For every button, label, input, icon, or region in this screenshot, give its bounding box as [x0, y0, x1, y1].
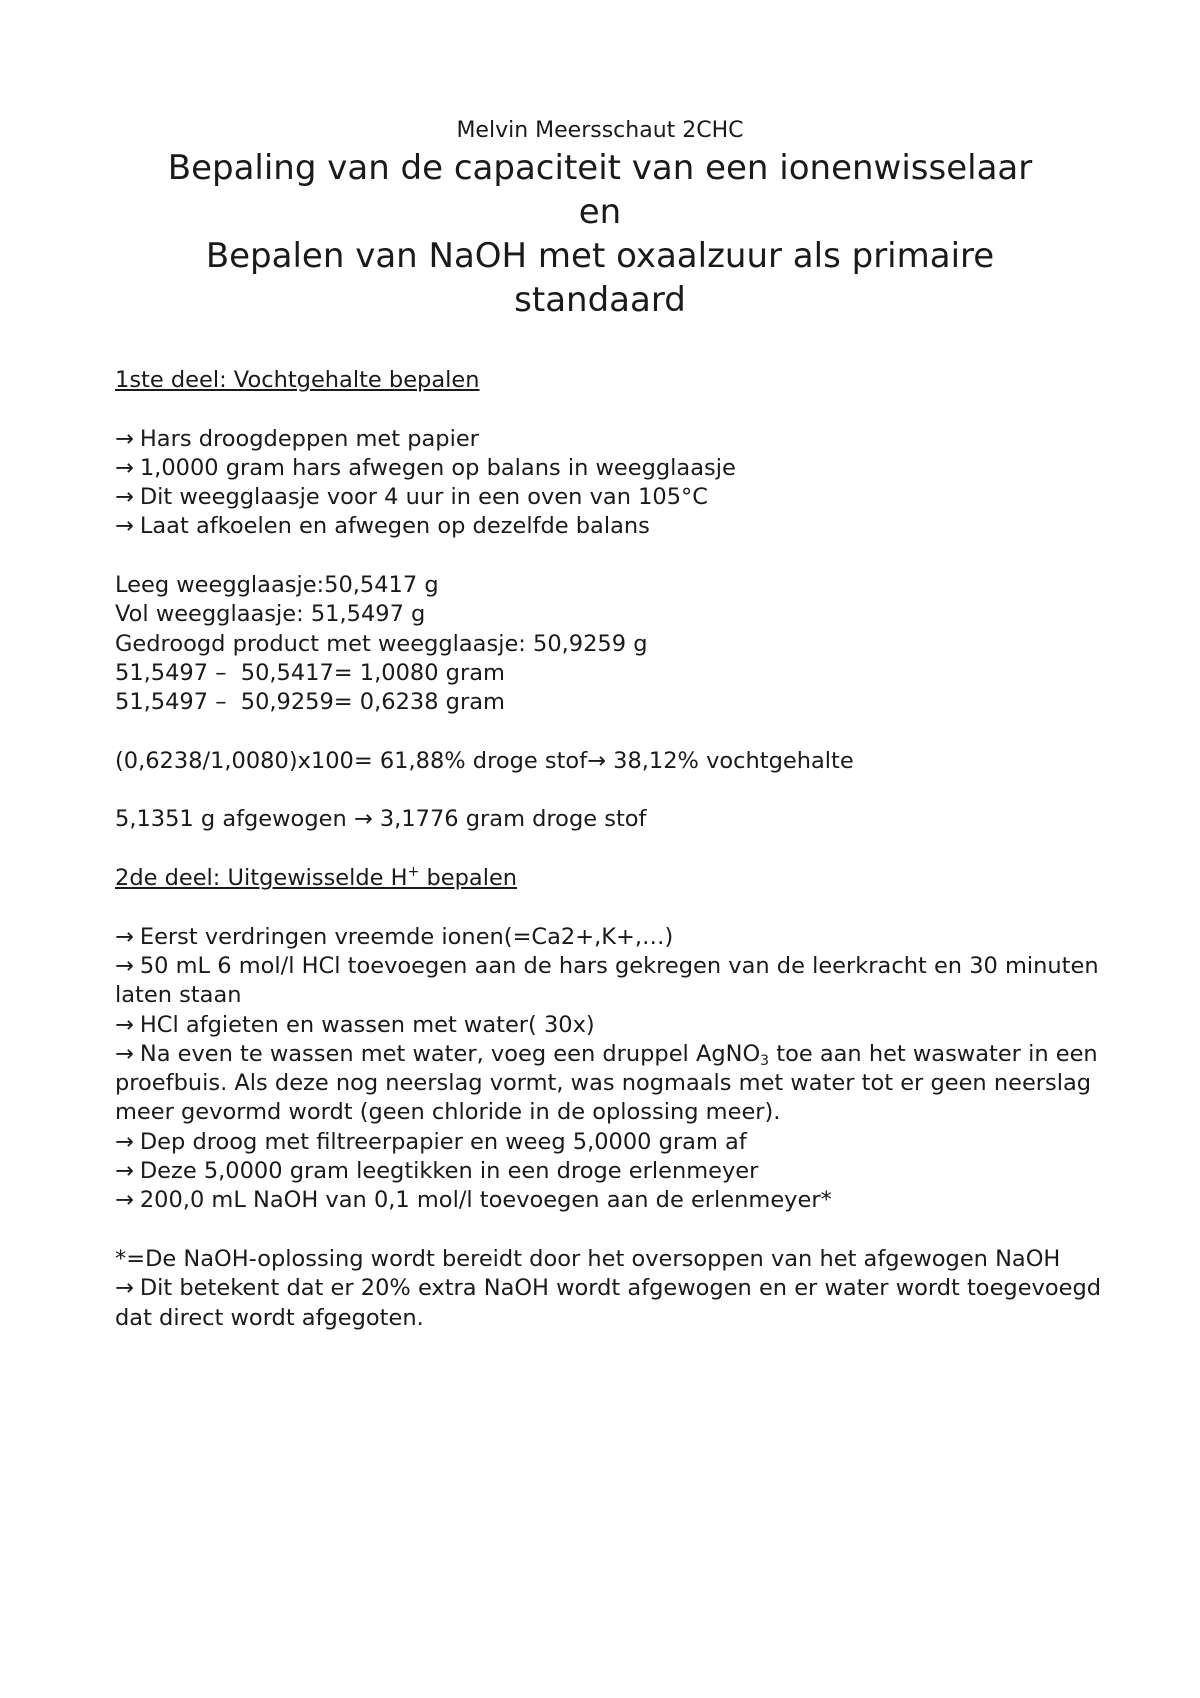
step-text: Eerst verdringen vreemde ionen(=Ca2+,K+,…) — [139, 923, 674, 950]
dry-mass-text: 5,1351 g afgewogen — [115, 806, 354, 833]
step-item — [115, 952, 1115, 1011]
arrow-icon: → — [115, 454, 134, 481]
measurement-line: 51,5497 – 50,9259= 0,6238 gram — [115, 689, 505, 716]
title-line-1: Bepaling van de capaciteit van een ionenwisselaar — [167, 148, 1033, 188]
step-item — [115, 1011, 1115, 1040]
arrow-icon: → — [115, 1158, 134, 1185]
step-text: 200,0 mL NaOH van 0,1 mol/l toevoegen aan de erlenmeyer* — [139, 1187, 832, 1214]
document-body — [115, 366, 1115, 1333]
step-text: Dit weegglaasje voor 4 uur in een oven van 105°C — [139, 484, 709, 511]
arrow-icon: → — [115, 484, 134, 511]
arrow-icon: → — [115, 1128, 134, 1155]
arrow-icon: → — [115, 1011, 134, 1038]
step-text: 50 mL 6 mol/l HCl toevoegen aan de hars gekregen van de leerkracht en 30 minuten laten staan — [115, 952, 1099, 1009]
arrow-icon: → — [115, 1275, 134, 1302]
arrow-icon: → — [115, 952, 134, 979]
step-text: Dep droog met filtreerpapier en weeg 5,0000 gram af — [139, 1128, 747, 1155]
arrow-icon: → — [115, 425, 134, 452]
step-text: HCl afgieten en wassen met water( 30x) — [139, 1011, 595, 1038]
section-heading-part2: 2de deel: Uitgewisselde H+ bepalen — [115, 864, 518, 892]
measurement-line: 51,5497 – 50,5417= 1,0080 gram — [115, 659, 505, 686]
footnote: *=De NaOH-oplossing wordt bereidt door het oversoppen van het afgewogen NaOH — [115, 1245, 1061, 1272]
step-item — [115, 1128, 1115, 1157]
step-item — [115, 923, 1115, 952]
measurement-line: Gedroogd product met weegglaasje: 50,9259 g — [115, 630, 648, 657]
step-item — [115, 1274, 1115, 1333]
arrow-icon: → — [115, 923, 134, 950]
dry-mass-line — [115, 805, 1115, 834]
subscript: 3 — [760, 1052, 770, 1069]
arrow-icon: → — [115, 1187, 134, 1214]
title-line-3: Bepalen van NaOH met oxaalzuur als primaire — [205, 236, 995, 276]
arrow-icon: → — [587, 747, 606, 774]
calc-text: (0,6238/1,0080)x100= 61,88% droge stof — [115, 747, 588, 774]
step-text: 1,0000 gram hars afwegen op balans in weegglaasje — [139, 454, 736, 481]
title-line-4: standaard — [514, 280, 686, 320]
author-line: Melvin Meersschaut 2CHC — [456, 118, 744, 143]
measurement-line: Leeg weegglaasje:50,5417 g — [115, 572, 439, 599]
step-item — [115, 1157, 1115, 1186]
dry-mass-result: 3,1776 gram droge stof — [372, 806, 647, 833]
step-text: Na even te wassen met water, voeg een druppel AgNO — [139, 1040, 761, 1067]
moisture-calculation — [115, 747, 1115, 776]
section-heading-part1: 1ste deel: Vochtgehalte bepalen — [115, 367, 480, 393]
measurement-line: Vol weegglaasje: 51,5497 g — [115, 601, 426, 628]
step-item — [115, 512, 1115, 541]
arrow-icon: → — [115, 1040, 134, 1067]
step-text: toe aan het waswater in een proefbuis. Als deze nog neerslag vormt, was nogmaals met water tot er geen neerslag meer gevormd wordt (geen chloride in de oplossing meer). — [115, 1040, 1098, 1126]
title-line-2: en — [578, 192, 622, 232]
step-text: Laat afkoelen en afwegen op dezelfde balans — [139, 513, 650, 540]
step-item — [115, 454, 1115, 483]
step-text: Hars droogdeppen met papier — [139, 425, 479, 452]
step-text: Dit betekent dat er 20% extra NaOH wordt afgewogen en er water wordt toegevoegd dat direct wordt afgegoten. — [115, 1275, 1102, 1331]
arrow-icon: → — [115, 513, 134, 540]
step-item — [115, 483, 1115, 512]
step-item — [115, 1040, 1115, 1128]
calc-result: 38,12% vochtgehalte — [605, 747, 854, 774]
step-item — [115, 425, 1115, 454]
step-text: Deze 5,0000 gram leegtikken in een droge erlenmeyer — [139, 1158, 759, 1185]
arrow-icon: → — [353, 806, 373, 833]
step-item — [115, 1186, 1115, 1215]
document-title — [100, 146, 1100, 322]
